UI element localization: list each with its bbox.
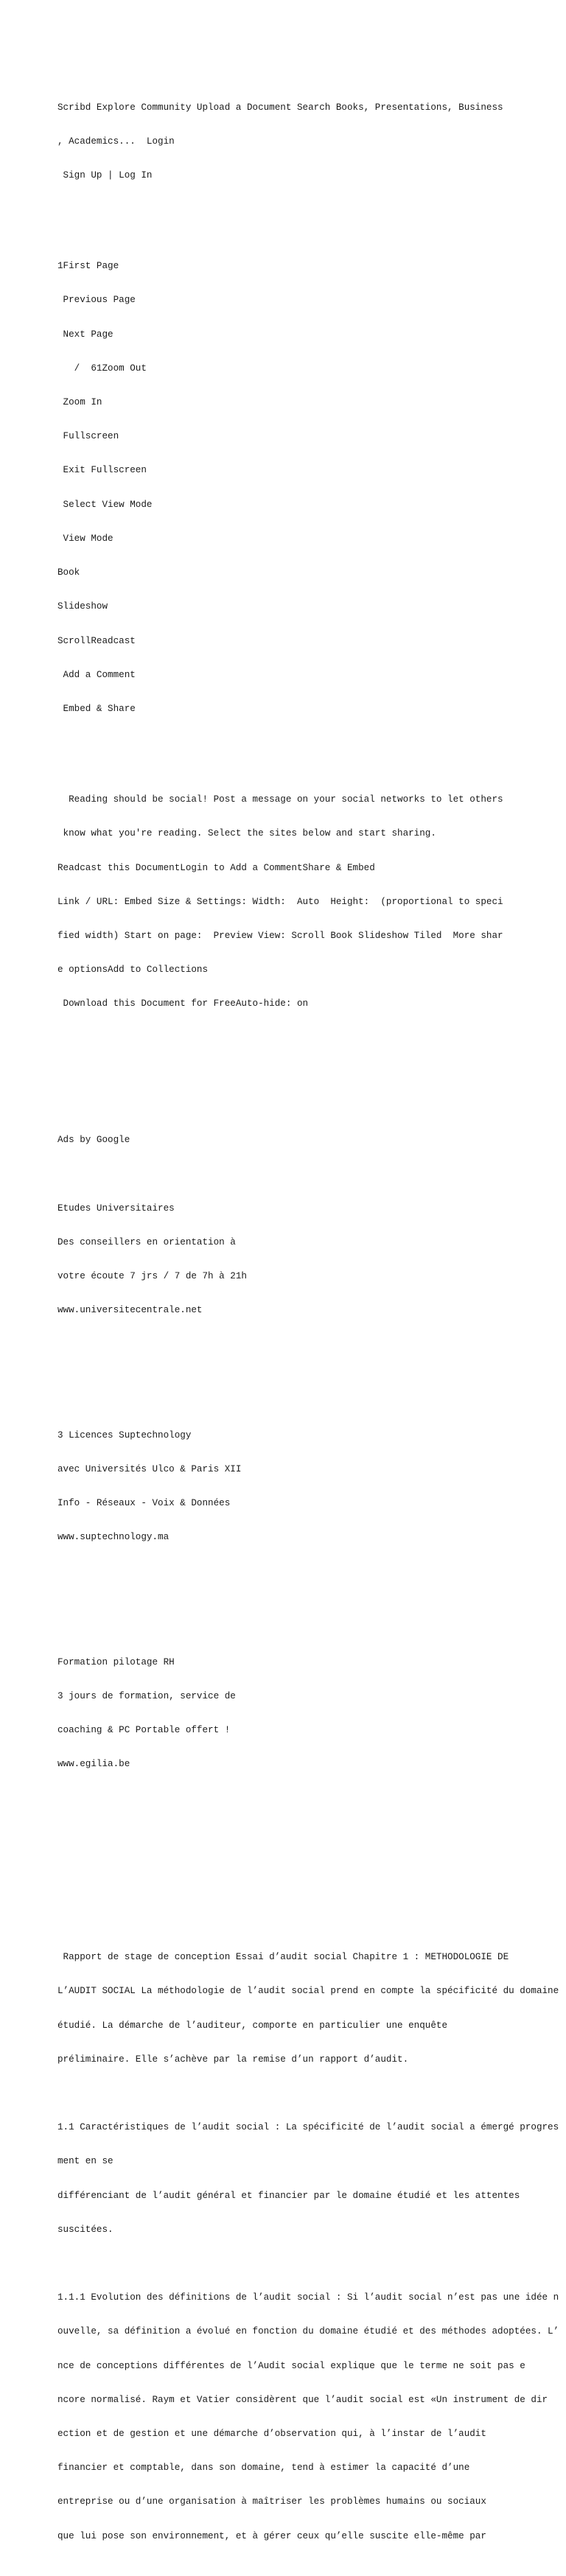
ad-title[interactable]: Etudes Universitaires bbox=[57, 1203, 175, 1214]
view-mode-book[interactable]: Book bbox=[57, 567, 80, 578]
ad-text: Des conseillers en orientation à bbox=[57, 1236, 236, 1247]
nav-bar-line[interactable]: Scribd Explore Community Upload a Document Search Books, Presentations, Business bbox=[57, 102, 503, 113]
download-document-link[interactable]: Download this Document for FreeAuto-hide: on bbox=[57, 998, 309, 1009]
fullscreen-button[interactable]: Fullscreen bbox=[57, 431, 119, 442]
document-paragraph-line: différenciant de l’audit général et financier par le domaine étudié et les attentes bbox=[57, 2190, 520, 2201]
ad-text: avec Universités Ulco & Paris XII bbox=[57, 1463, 242, 1474]
share-message: know what you're reading. Select the sites below and start sharing. bbox=[57, 828, 436, 839]
ad-item[interactable] bbox=[57, 1180, 566, 1340]
select-view-mode-button[interactable]: Select View Mode bbox=[57, 499, 153, 510]
document-text bbox=[57, 1929, 566, 2564]
document-paragraph-line: préliminaire. Elle s’achève par la remise d’un rapport d’audit. bbox=[57, 2054, 409, 2065]
share-message: Reading should be social! Post a message on your social networks to let others bbox=[57, 794, 503, 805]
zoom-in-button[interactable]: Zoom In bbox=[57, 397, 102, 408]
document-paragraph-line: ouvelle, sa définition a évolué en fonction du domaine étudié et des méthodes adoptées. L’ bbox=[57, 2326, 559, 2337]
document-paragraph-line: suscitées. bbox=[57, 2224, 113, 2235]
exit-fullscreen-button[interactable]: Exit Fullscreen bbox=[57, 465, 147, 476]
zoom-out-button[interactable]: / 61Zoom Out bbox=[57, 363, 147, 374]
embed-settings[interactable]: fied width) Start on page: Preview View: Scroll Book Slideshow Tiled More shar bbox=[57, 930, 503, 941]
document-paragraph-line: étudié. La démarche de l’auditeur, comporte en particulier une enquête bbox=[57, 2020, 448, 2031]
ad-url[interactable]: www.egilia.be bbox=[57, 1759, 130, 1770]
ads-header: Ads by Google bbox=[57, 1135, 130, 1146]
embed-settings[interactable]: Link / URL: Embed Size & Settings: Width: Auto Height: (proportional to speci bbox=[57, 896, 503, 907]
document-paragraph-line: ncore normalisé. Raym et Vatier considèrent que l’audit social est «Un instrument de dir bbox=[57, 2394, 548, 2405]
ad-text: votre écoute 7 jrs / 7 de 7h à 21h bbox=[57, 1271, 247, 1282]
top-navigation bbox=[57, 80, 566, 204]
share-panel bbox=[57, 771, 566, 1032]
document-paragraph-line: entreprise ou d’une organisation à maîtriser les problèmes humains ou sociaux bbox=[57, 2496, 486, 2507]
ad-url[interactable]: www.universitecentrale.net bbox=[57, 1305, 203, 1316]
first-page-button[interactable]: 1First Page bbox=[57, 261, 119, 272]
add-to-collections-link[interactable]: e optionsAdd to Collections bbox=[57, 965, 209, 976]
previous-page-button[interactable]: Previous Page bbox=[57, 295, 136, 306]
document-paragraph-line: nce de conceptions différentes de l’Audit social explique que le terme ne soit pas e bbox=[57, 2360, 525, 2371]
document-paragraph-line: L’AUDIT SOCIAL La méthodologie de l’audit social prend en compte la spécificité du domaine bbox=[57, 1986, 559, 1997]
sign-up-login-link[interactable]: Sign Up | Log In bbox=[57, 170, 153, 181]
viewer-toolbar bbox=[57, 238, 566, 738]
ad-text: 3 jours de formation, service de bbox=[57, 1690, 236, 1701]
page-content bbox=[57, 57, 566, 2576]
ad-text: Info - Réseaux - Voix & Données bbox=[57, 1498, 231, 1509]
document-paragraph-line: Rapport de stage de conception Essai d’audit social Chapitre 1 : METHODOLOGIE DE bbox=[57, 1952, 509, 1963]
ad-url[interactable]: www.suptechnology.ma bbox=[57, 1532, 170, 1543]
document-paragraph-line: que lui pose son environnement, et à gérer ceux qu’elle suscite elle-même par bbox=[57, 2530, 486, 2541]
document-paragraph-line: 1.1.1 Evolution des définitions de l’audit social : Si l’audit social n’est pas une idée n bbox=[57, 2292, 559, 2303]
document-paragraph-line: ment en se bbox=[57, 2156, 113, 2167]
view-mode-scroll-readcast[interactable]: ScrollReadcast bbox=[57, 635, 136, 646]
next-page-button[interactable]: Next Page bbox=[57, 329, 113, 340]
embed-share-button[interactable]: Embed & Share bbox=[57, 703, 136, 714]
ads-section bbox=[57, 1112, 566, 1816]
share-actions[interactable]: Readcast this DocumentLogin to Add a CommentShare & Embed bbox=[57, 862, 375, 873]
document-paragraph-line: 1.1 Caractéristiques de l’audit social : La spécificité de l’audit social a émergé progres bbox=[57, 2122, 559, 2133]
ad-title[interactable]: Formation pilotage RH bbox=[57, 1656, 175, 1667]
ad-item[interactable] bbox=[57, 1407, 566, 1567]
document-paragraph-line: ection et de gestion et une démarche d’observation qui, à l’instar de l’audit bbox=[57, 2429, 486, 2440]
ad-item[interactable] bbox=[57, 1634, 566, 1793]
document-paragraph-line: financier et comptable, dans son domaine, tend à estimer la capacité d’une bbox=[57, 2463, 470, 2474]
ad-text: coaching & PC Portable offert ! bbox=[57, 1725, 231, 1736]
ad-title[interactable]: 3 Licences Suptechnology bbox=[57, 1429, 192, 1441]
add-comment-button[interactable]: Add a Comment bbox=[57, 669, 136, 680]
view-mode-slideshow[interactable]: Slideshow bbox=[57, 601, 108, 612]
nav-bar-login-line[interactable]: , Academics... Login bbox=[57, 136, 175, 147]
view-mode-label: View Mode bbox=[57, 533, 113, 544]
